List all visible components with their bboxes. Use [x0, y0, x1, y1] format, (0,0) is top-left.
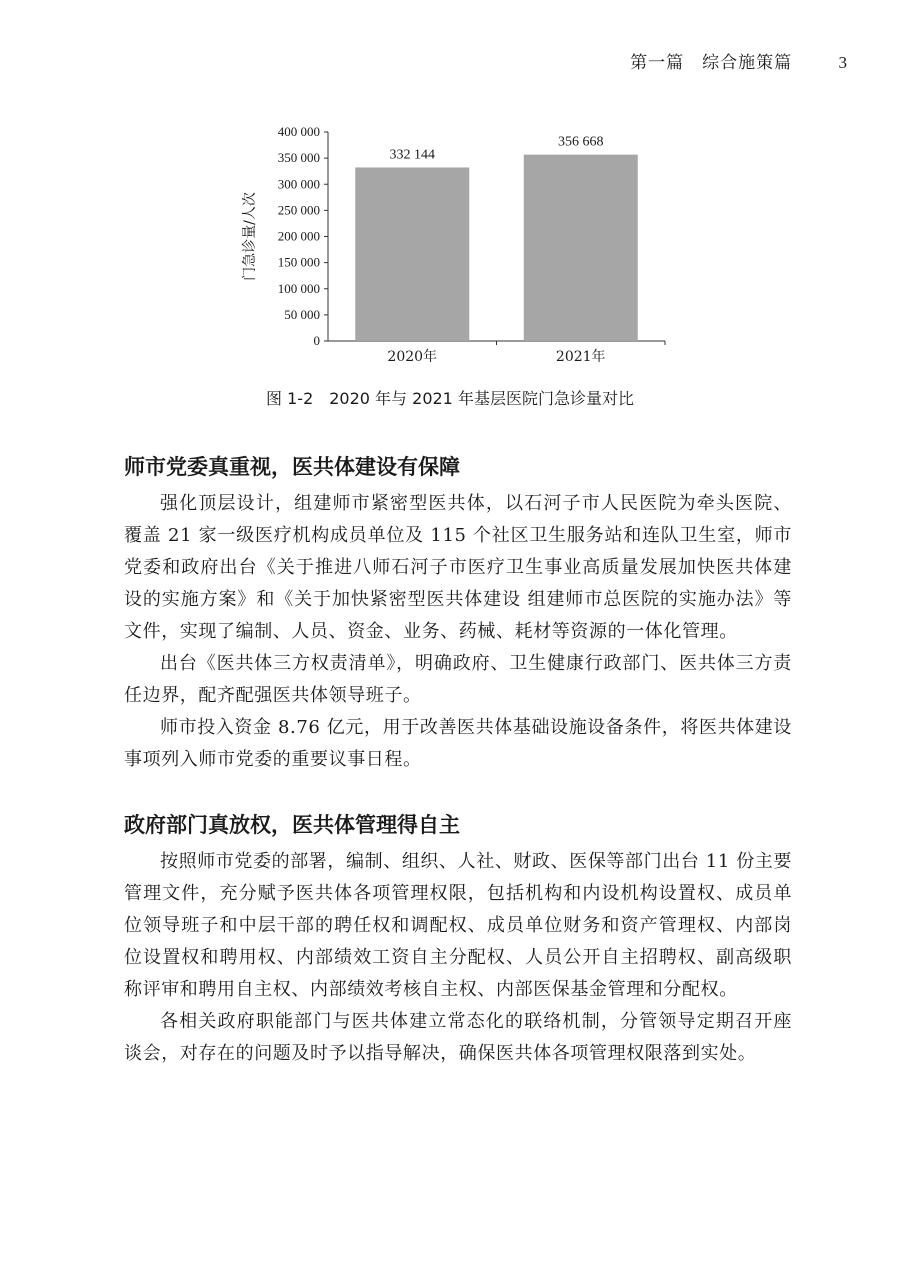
- y-tick-label: 0: [313, 333, 320, 348]
- paragraph: 按照师市党委的部署，编制、组织、人社、财政、医保等部门出台 11 份主要管理文件，充分赋予医共体各项管理权限，包括机构和内设机构设置权、成员单位领导班子和中层干部的聘任权和调配权、成员单位财务和资产管理权、内部岗位设置权和聘用权、内部绩效工资自主分配权、人员公开自主招聘权、副高级职称评审和聘用自主权、内部绩效考核自主权、内部医保基金管理和分配权。: [124, 851, 792, 1000]
- y-tick-label: 250 000: [277, 202, 320, 218]
- chart-svg: [240, 118, 670, 378]
- y-tick-label: 350 000: [277, 150, 320, 166]
- article-body: [124, 446, 792, 1070]
- section-heading-2: 政府部门真放权，医共体管理得自主: [124, 813, 460, 837]
- y-tick-label: 400 000: [277, 124, 320, 139]
- y-tick-label: 100 000: [277, 280, 320, 296]
- x-tick-label: 2020年: [387, 349, 438, 365]
- section-heading-1: 师市党委真重视，医共体建设有保障: [124, 455, 460, 479]
- running-header: [630, 48, 848, 73]
- figure-caption: 图 1-2 2020 年与 2021 年基层医院门急诊量对比: [266, 389, 634, 408]
- y-tick-label: 50 000: [284, 306, 320, 322]
- bar-chart: [240, 118, 670, 378]
- y-tick-label: 300 000: [277, 176, 320, 192]
- bar: [524, 155, 638, 341]
- paragraph: 各相关政府职能部门与医共体建立常态化的联络机制，分管领导定期召开座谈会，对存在的问题及时予以指导解决，确保医共体各项管理权限落到实处。: [124, 1011, 792, 1064]
- y-axis-title: 门急诊量/人次: [242, 192, 258, 281]
- paragraph: 出台《医共体三方权责清单》，明确政府、卫生健康行政部门、医共体三方责任边界，配齐配强医共体领导班子。: [124, 653, 792, 706]
- section-title: 第一篇 综合施策篇: [630, 53, 793, 73]
- bar-data-label: 356 668: [558, 134, 604, 150]
- bar: [355, 167, 469, 341]
- paragraph: 师市投入资金 8.76 亿元，用于改善医共体基础设施设备条件，将医共体建设事项列入师市党委的重要议事日程。: [124, 717, 792, 770]
- paragraph: 强化顶层设计，组建师市紧密型医共体，以石河子市人民医院为牵头医院、覆盖 21 家一级医疗机构成员单位及 115 个社区卫生服务站和连队卫生室，师市党委和政府出台《关于推进八师石河子市医疗卫生事业高质量发展加快医共体建设的实施方案》和《关于加快紧密型医共体建设 组建师市总医院的实施办法》等文件，实现了编制、人员、资金、业务、药械、耗材等资源的一体化管理。: [124, 493, 792, 642]
- page-number: 3: [838, 53, 848, 72]
- y-tick-label: 150 000: [277, 254, 320, 270]
- y-tick-label: 200 000: [277, 228, 320, 244]
- bar-data-label: 332 144: [389, 147, 435, 163]
- x-tick-label: 2021年: [555, 349, 606, 365]
